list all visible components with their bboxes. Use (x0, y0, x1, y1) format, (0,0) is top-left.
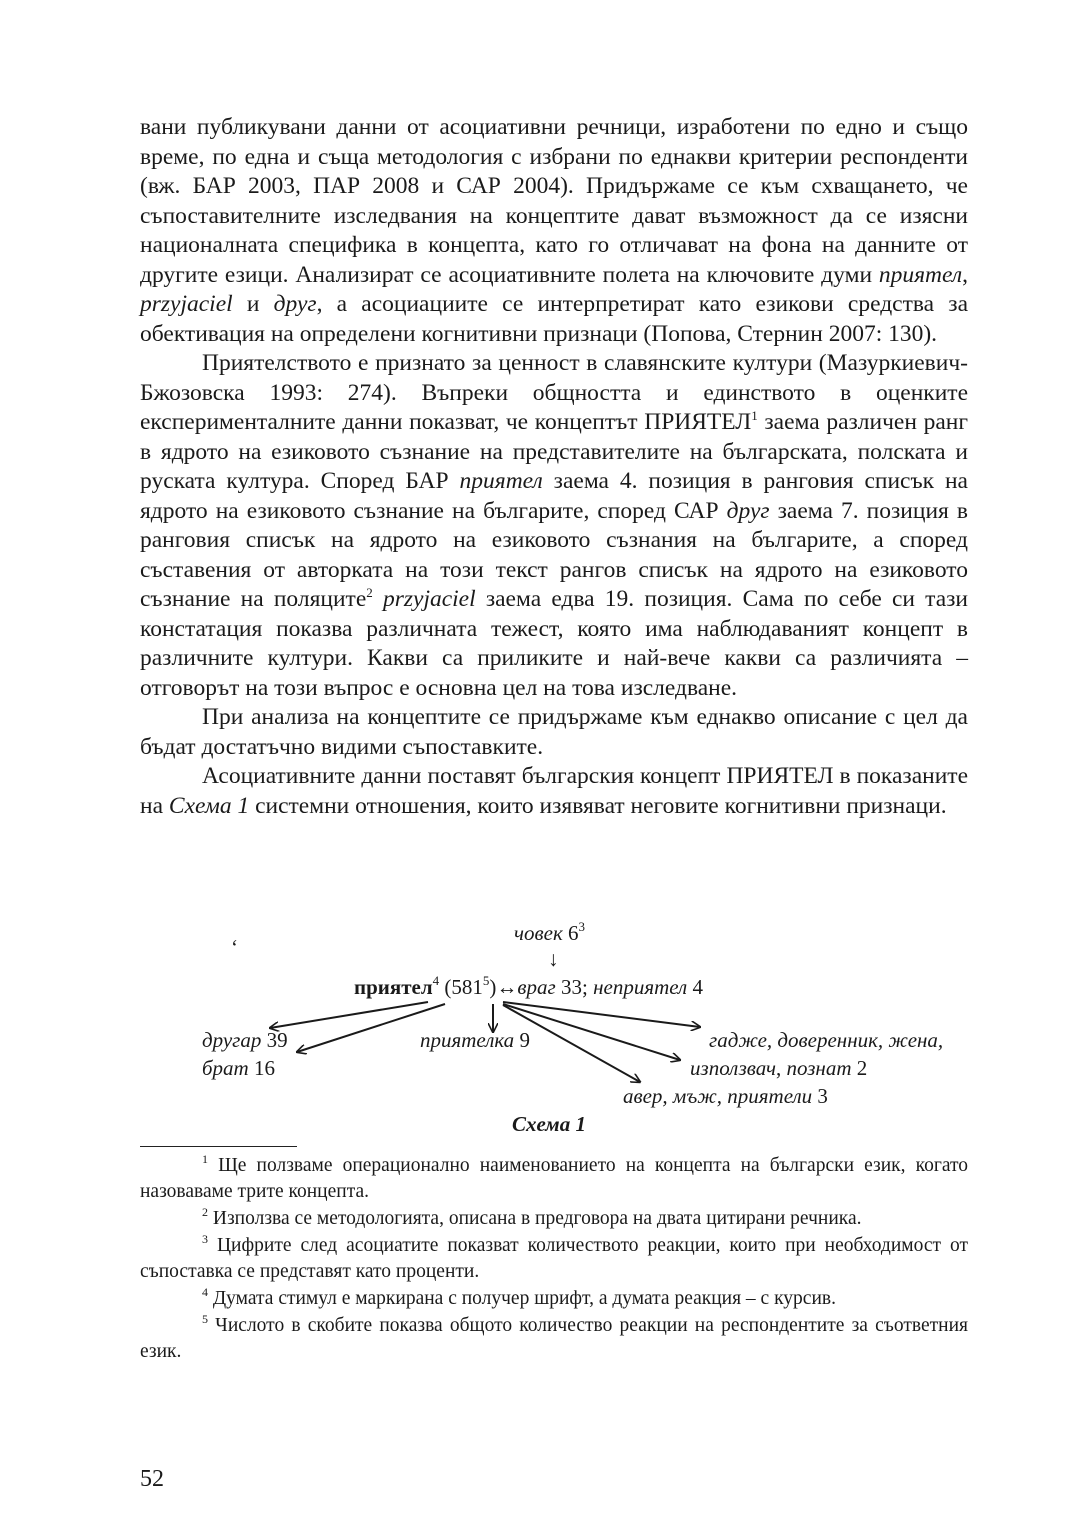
footnote-separator (140, 1146, 297, 1147)
page-number: 52 (140, 1466, 164, 1492)
footnote-4: $^4$ Думата стимул е маркирана с получер шрифт, а думата реакция – с курсив. (202, 1285, 836, 1309)
arrow-to-gadzhe (503, 1002, 700, 1027)
paragraph-4: Асоциативните данни поставят българския концепт ПРИЯТЕЛ в показаните на Схема 1 системни отношения, които изявяват неговите когнитивни признаци. (140, 763, 968, 819)
down-arrow-icon: ↓ (548, 947, 559, 971)
node-middle: приятелка 9 (420, 1028, 530, 1052)
footnote-1: $^1$ Ще ползваме операционално наименованието на концепта на български език, когато назоваваме трите концепта. (140, 1152, 968, 1202)
node-left-2: брат 16 (202, 1056, 275, 1080)
footnotes (140, 1153, 968, 1366)
paragraph-2: Приятелството е признато за ценност в славянските култури (Мазуркиевич-Бжозовска 1993: 274). Въпреки общността и единството в оценките експерименталните данни показват, че концептът ПРИЯТЕЛ$^1$ заема различен ранг в ядрото на езиковото съзнание на представителите на българската, полската и руската култура. Според БАР приятел заема 4. позиция в ранговия списък на ядрото на езиковото съзнание на българите, според САР друг заема 7. позиция в ранговия списък на ядрото на езиковото съзнания на българите, а според съставения от авторката на този текст рангов списък на ядрото на езиковото съзнание на поляците$^2$ przyjaciel заема едва 19. позиция. Сама по себе си тази констатация показва различната тежест, която има наблюдаваният концепт в различните култури. Какви са приликите и най-вече какви са различията – отговорът на този въпрос е основна цел на това изследване. (140, 350, 969, 701)
arrow-to-drugar (270, 1002, 428, 1028)
body-text (140, 113, 968, 821)
node-left-1: другар 39 (202, 1028, 288, 1052)
footnote-ref-2[interactable]: 2 (366, 585, 373, 600)
footnote-ref-1[interactable]: 1 (751, 408, 758, 423)
node-top: човек $6^3$ (514, 919, 586, 945)
node-center: приятел$^4$ $(581^5)\leftrightarrow враг$ 33; неприятел 4 (354, 973, 703, 999)
stray-mark: ʻ (231, 935, 238, 959)
footnote-3: $^3$ Цифрите след асоциатите показват количеството реакции, които при необходимост от съпоставка се представят като проценти. (140, 1232, 968, 1282)
node-right-3: авер, мъж, приятели 3 (623, 1084, 828, 1108)
paragraph-1: вани публикувани данни от асоциативни речници, изработени по едно и също време, по една и съща методология с избрани по еднакви критерии респонденти (вж. БАР 2003, ПАР 2008 и САР 2004). Придържаме се към схващането, че съпоставителните изследвания на концептите дават възможност да се изясни националната специфика в концепта, като го отличават на фона на данните от другите езици. Анализират се асоциативните полета на ключовите думи приятел, przyjaciel и друг, а асоциациите се интерпретират като езикови средства за обективация на определени когнитивни признаци (Попова, Стернин 2007: 130). (140, 114, 969, 347)
footnote-2: $^2$ Използва се методологията, описана в предговора на двата цитирани речника. (202, 1205, 862, 1229)
node-right-1: гадже, доверенник, жена, (709, 1028, 944, 1052)
node-right-2: използвач, познат 2 (690, 1056, 868, 1080)
scheme-arrows (0, 910, 1080, 1150)
scheme-1-diagram (0, 910, 1080, 1150)
scheme-caption: Схема 1 (512, 1112, 586, 1136)
paragraph-3: При анализа на концептите се придържаме към еднакво описание с цел да бъдат достатъчно видими съпоставките. (140, 704, 968, 760)
footnote-5: $^5$ Числото в скобите показва общото количество реакции на респондентите за съответния език. (140, 1312, 968, 1362)
